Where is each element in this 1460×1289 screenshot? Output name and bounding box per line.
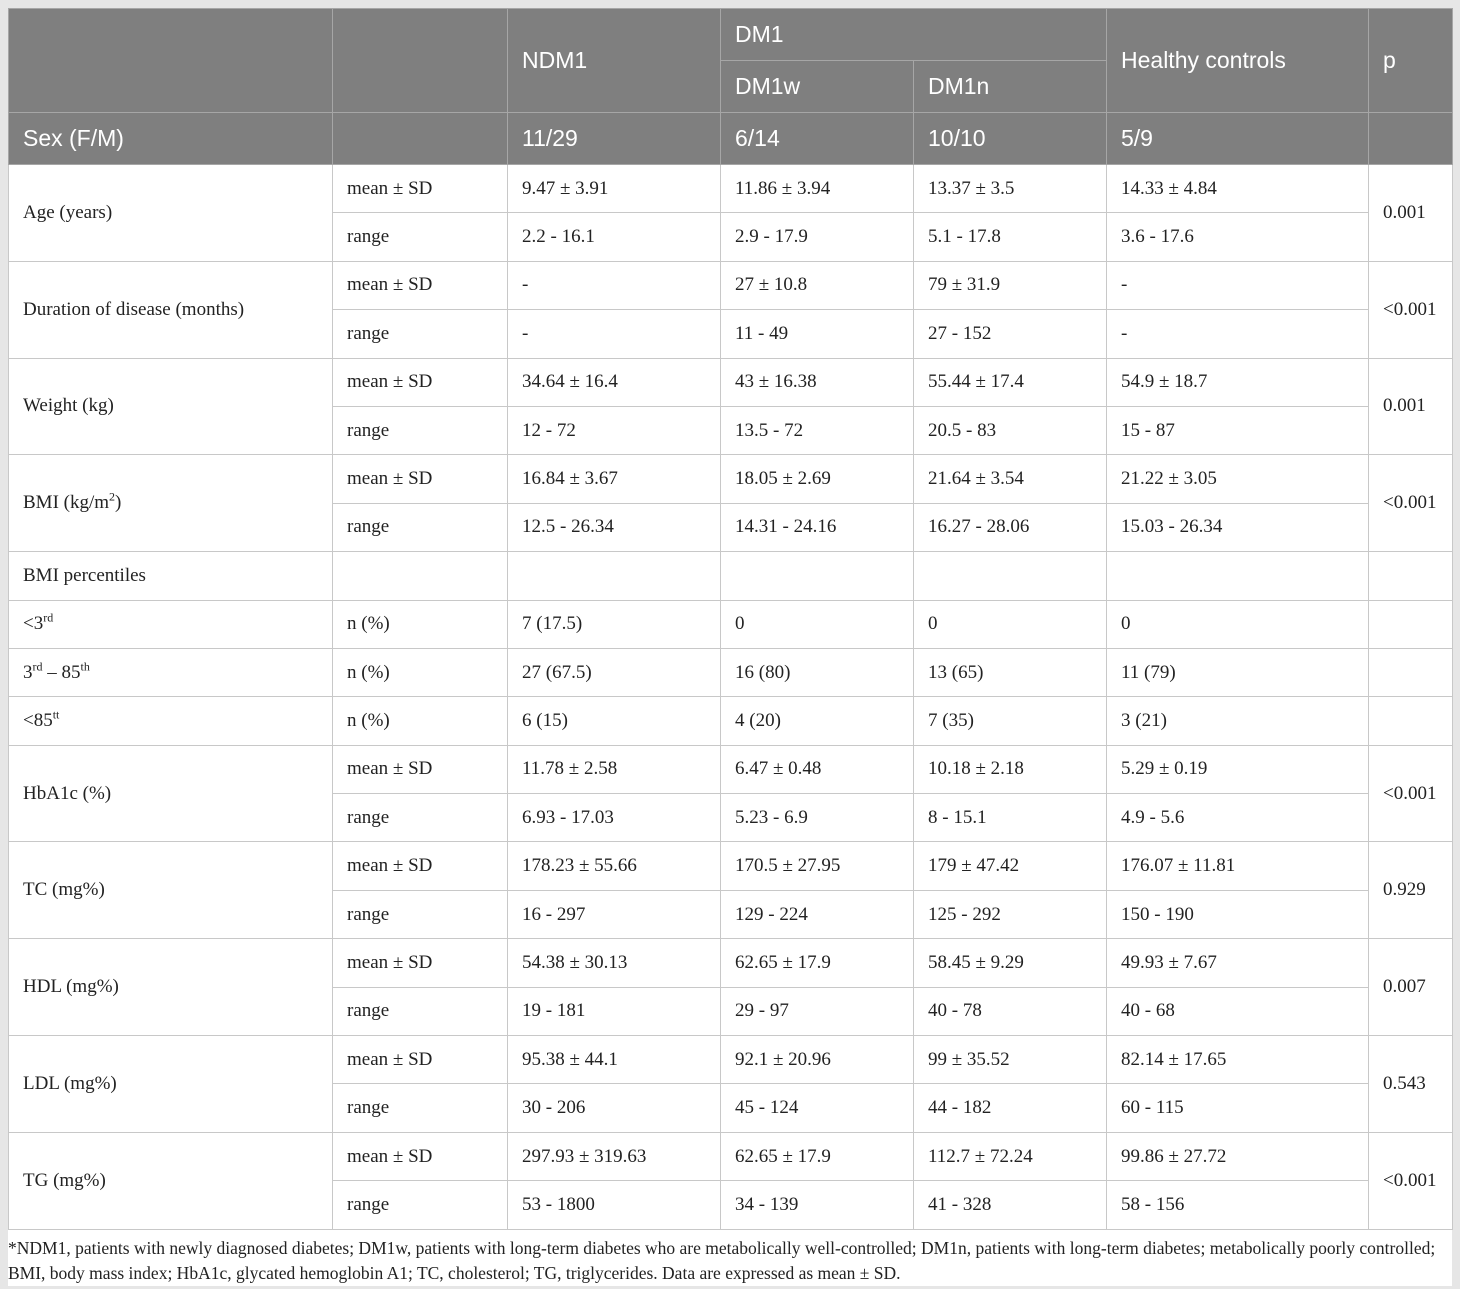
cell-dm1w: 11 - 49 <box>721 310 914 358</box>
cell-dm1w: 11.86 ± 3.94 <box>721 165 914 213</box>
cell-ndm1: 2.2 - 16.1 <box>508 213 721 261</box>
header-dm1n: DM1n <box>914 61 1107 113</box>
empty-cell <box>1107 552 1369 600</box>
row-label: Duration of disease (months) <box>9 261 333 358</box>
sex-stat-empty <box>333 113 508 165</box>
cell-healthy: - <box>1107 310 1369 358</box>
pct-label-pre: 3 <box>23 661 33 683</box>
cell-dm1n: 58.45 ± 9.29 <box>914 939 1107 987</box>
cell-healthy: 99.86 ± 27.72 <box>1107 1132 1369 1180</box>
header-p: p <box>1369 9 1453 113</box>
table-frame <box>8 8 1452 1286</box>
cell-dm1w: 27 ± 10.8 <box>721 261 914 309</box>
cell-dm1w: 4 (20) <box>721 697 914 745</box>
cell-ndm1: 54.38 ± 30.13 <box>508 939 721 987</box>
table-row <box>9 1132 1453 1180</box>
stat-label: n (%) <box>333 648 508 696</box>
cell-dm1w: 13.5 - 72 <box>721 406 914 454</box>
cell-dm1n: 13.37 ± 3.5 <box>914 165 1107 213</box>
bmi-label-sup: 2 <box>109 489 116 504</box>
header-ndm1: NDM1 <box>508 9 721 113</box>
stat-label: mean ± SD <box>333 455 508 503</box>
table-row <box>9 455 1453 503</box>
stat-label: n (%) <box>333 600 508 648</box>
cell-dm1w: 170.5 ± 27.95 <box>721 842 914 890</box>
cell-dm1n: 44 - 182 <box>914 1084 1107 1132</box>
cell-ndm1: 178.23 ± 55.66 <box>508 842 721 890</box>
cell-p-value: <0.001 <box>1369 745 1453 842</box>
cell-healthy: 58 - 156 <box>1107 1181 1369 1229</box>
cell-healthy: - <box>1107 261 1369 309</box>
cell-dm1w: 43 ± 16.38 <box>721 358 914 406</box>
row-label: HbA1c (%) <box>9 745 333 842</box>
stat-label: range <box>333 1181 508 1229</box>
table-header <box>9 9 1453 165</box>
pct-label-pre: <3 <box>23 613 44 635</box>
empty-cell <box>1369 648 1453 696</box>
cell-healthy: 11 (79) <box>1107 648 1369 696</box>
cell-dm1n: 10.18 ± 2.18 <box>914 745 1107 793</box>
cell-healthy: 82.14 ± 17.65 <box>1107 1036 1369 1084</box>
cell-ndm1: - <box>508 310 721 358</box>
cell-dm1n: 5.1 - 17.8 <box>914 213 1107 261</box>
cell-ndm1: - <box>508 261 721 309</box>
empty-cell <box>333 552 508 600</box>
sex-dm1n: 10/10 <box>914 113 1107 165</box>
cell-healthy: 60 - 115 <box>1107 1084 1369 1132</box>
cell-dm1w: 62.65 ± 17.9 <box>721 939 914 987</box>
table-row <box>9 165 1453 213</box>
stat-label: mean ± SD <box>333 165 508 213</box>
bmi-label-close: ) <box>115 492 122 514</box>
cell-healthy: 3 (21) <box>1107 697 1369 745</box>
cell-healthy: 150 - 190 <box>1107 890 1369 938</box>
cell-p-value: <0.001 <box>1369 455 1453 552</box>
row-label: Age (years) <box>9 165 333 262</box>
table-row <box>9 745 1453 793</box>
cell-ndm1: 27 (67.5) <box>508 648 721 696</box>
cell-dm1w: 0 <box>721 600 914 648</box>
table-row <box>9 358 1453 406</box>
cell-dm1n: 99 ± 35.52 <box>914 1036 1107 1084</box>
cell-healthy: 176.07 ± 11.81 <box>1107 842 1369 890</box>
table-row <box>9 261 1453 309</box>
row-label <box>9 455 333 552</box>
empty-cell <box>1369 552 1453 600</box>
cell-p-value: 0.001 <box>1369 358 1453 455</box>
cell-ndm1: 19 - 181 <box>508 987 721 1035</box>
table-row <box>9 552 1453 600</box>
cell-ndm1: 7 (17.5) <box>508 600 721 648</box>
row-label: Weight (kg) <box>9 358 333 455</box>
cell-ndm1: 95.38 ± 44.1 <box>508 1036 721 1084</box>
cell-dm1w: 29 - 97 <box>721 987 914 1035</box>
stat-label: range <box>333 310 508 358</box>
cell-healthy: 15.03 - 26.34 <box>1107 503 1369 551</box>
stat-label: range <box>333 213 508 261</box>
cell-ndm1: 16.84 ± 3.67 <box>508 455 721 503</box>
cell-dm1n: 55.44 ± 17.4 <box>914 358 1107 406</box>
cell-healthy: 15 - 87 <box>1107 406 1369 454</box>
table-row <box>9 697 1453 745</box>
cell-ndm1: 6.93 - 17.03 <box>508 794 721 842</box>
empty-cell <box>1369 600 1453 648</box>
stat-label: mean ± SD <box>333 745 508 793</box>
section-title: BMI percentiles <box>9 552 333 600</box>
stat-label: mean ± SD <box>333 1132 508 1180</box>
cell-healthy: 0 <box>1107 600 1369 648</box>
cell-ndm1: 11.78 ± 2.58 <box>508 745 721 793</box>
cell-dm1n: 125 - 292 <box>914 890 1107 938</box>
cell-ndm1: 53 - 1800 <box>508 1181 721 1229</box>
stat-label: range <box>333 987 508 1035</box>
bmi-label-text: BMI (kg/m <box>23 492 110 514</box>
cell-p-value: <0.001 <box>1369 1132 1453 1229</box>
header-healthy-controls: Healthy controls <box>1107 9 1369 113</box>
sex-dm1w: 6/14 <box>721 113 914 165</box>
stat-label: mean ± SD <box>333 261 508 309</box>
stat-label: range <box>333 794 508 842</box>
cell-dm1n: 8 - 15.1 <box>914 794 1107 842</box>
cell-ndm1: 30 - 206 <box>508 1084 721 1132</box>
header-dm1w: DM1w <box>721 61 914 113</box>
cell-healthy: 4.9 - 5.6 <box>1107 794 1369 842</box>
cell-dm1w: 6.47 ± 0.48 <box>721 745 914 793</box>
cell-healthy: 40 - 68 <box>1107 987 1369 1035</box>
cell-ndm1: 9.47 ± 3.91 <box>508 165 721 213</box>
cell-ndm1: 16 - 297 <box>508 890 721 938</box>
stat-label: range <box>333 1084 508 1132</box>
cell-ndm1: 12.5 - 26.34 <box>508 503 721 551</box>
cell-healthy: 21.22 ± 3.05 <box>1107 455 1369 503</box>
cell-healthy: 5.29 ± 0.19 <box>1107 745 1369 793</box>
characteristics-table <box>8 8 1453 1230</box>
header-empty-1 <box>9 9 333 113</box>
cell-dm1n: 21.64 ± 3.54 <box>914 455 1107 503</box>
table-footnote: *NDM1, patients with newly diagnosed diabetes; DM1w, patients with long-term diabetes who are metabolically well-controlled; DM1n, patients with long-term diabetes; metabolically poorly controlled; BMI, body mass index; HbA1c, glycated hemoglobin A1; TC, cholesterol; TG, triglycerides. Data are expressed as mean ± SD. <box>8 1238 1436 1283</box>
pct-label-sup: tt <box>52 707 60 722</box>
empty-cell <box>1369 697 1453 745</box>
cell-p-value: 0.543 <box>1369 1036 1453 1133</box>
row-label: LDL (mg%) <box>9 1036 333 1133</box>
cell-dm1n: 79 ± 31.9 <box>914 261 1107 309</box>
stat-label: range <box>333 406 508 454</box>
cell-dm1w: 5.23 - 6.9 <box>721 794 914 842</box>
row-label <box>9 600 333 648</box>
cell-dm1w: 34 - 139 <box>721 1181 914 1229</box>
stat-label: mean ± SD <box>333 1036 508 1084</box>
cell-p-value: <0.001 <box>1369 261 1453 358</box>
cell-dm1n: 112.7 ± 72.24 <box>914 1132 1107 1180</box>
header-empty-2 <box>333 9 508 113</box>
pct-label-sup: rd <box>43 610 54 625</box>
sex-ndm1: 11/29 <box>508 113 721 165</box>
sex-p-empty <box>1369 113 1453 165</box>
sex-label: Sex (F/M) <box>9 113 333 165</box>
cell-dm1w: 16 (80) <box>721 648 914 696</box>
cell-dm1n: 179 ± 47.42 <box>914 842 1107 890</box>
table-row <box>9 1036 1453 1084</box>
row-label <box>9 697 333 745</box>
table-row <box>9 939 1453 987</box>
cell-dm1w: 14.31 - 24.16 <box>721 503 914 551</box>
row-label: TC (mg%) <box>9 842 333 939</box>
stat-label: range <box>333 503 508 551</box>
pct-label-sup2: th <box>80 659 90 674</box>
stat-label: n (%) <box>333 697 508 745</box>
cell-dm1n: 20.5 - 83 <box>914 406 1107 454</box>
cell-healthy: 49.93 ± 7.67 <box>1107 939 1369 987</box>
table-row <box>9 842 1453 890</box>
cell-dm1n: 40 - 78 <box>914 987 1107 1035</box>
cell-dm1w: 62.65 ± 17.9 <box>721 1132 914 1180</box>
cell-dm1n: 0 <box>914 600 1107 648</box>
empty-cell <box>914 552 1107 600</box>
cell-dm1n: 27 - 152 <box>914 310 1107 358</box>
cell-dm1n: 16.27 - 28.06 <box>914 503 1107 551</box>
cell-dm1w: 18.05 ± 2.69 <box>721 455 914 503</box>
cell-p-value: 0.007 <box>1369 939 1453 1036</box>
cell-ndm1: 12 - 72 <box>508 406 721 454</box>
cell-ndm1: 297.93 ± 319.63 <box>508 1132 721 1180</box>
row-label: HDL (mg%) <box>9 939 333 1036</box>
pct-label-mid: – 85 <box>42 661 81 683</box>
pct-label-pre: <85 <box>23 709 53 731</box>
table-row <box>9 648 1453 696</box>
cell-dm1w: 92.1 ± 20.96 <box>721 1036 914 1084</box>
stat-label: mean ± SD <box>333 842 508 890</box>
row-label <box>9 648 333 696</box>
header-dm1: DM1 <box>721 9 1107 61</box>
pct-label-sup: rd <box>32 659 43 674</box>
row-label: TG (mg%) <box>9 1132 333 1229</box>
cell-dm1w: 129 - 224 <box>721 890 914 938</box>
cell-ndm1: 34.64 ± 16.4 <box>508 358 721 406</box>
stat-label: mean ± SD <box>333 939 508 987</box>
cell-p-value: 0.929 <box>1369 842 1453 939</box>
sex-healthy: 5/9 <box>1107 113 1369 165</box>
cell-p-value: 0.001 <box>1369 165 1453 262</box>
cell-ndm1: 6 (15) <box>508 697 721 745</box>
cell-dm1w: 2.9 - 17.9 <box>721 213 914 261</box>
empty-cell <box>508 552 721 600</box>
stat-label: range <box>333 890 508 938</box>
cell-dm1n: 13 (65) <box>914 648 1107 696</box>
stat-label: mean ± SD <box>333 358 508 406</box>
table-row <box>9 600 1453 648</box>
cell-dm1n: 41 - 328 <box>914 1181 1107 1229</box>
empty-cell <box>721 552 914 600</box>
cell-healthy: 3.6 - 17.6 <box>1107 213 1369 261</box>
cell-dm1w: 45 - 124 <box>721 1084 914 1132</box>
table-body <box>9 165 1453 1230</box>
cell-healthy: 14.33 ± 4.84 <box>1107 165 1369 213</box>
cell-dm1n: 7 (35) <box>914 697 1107 745</box>
cell-healthy: 54.9 ± 18.7 <box>1107 358 1369 406</box>
